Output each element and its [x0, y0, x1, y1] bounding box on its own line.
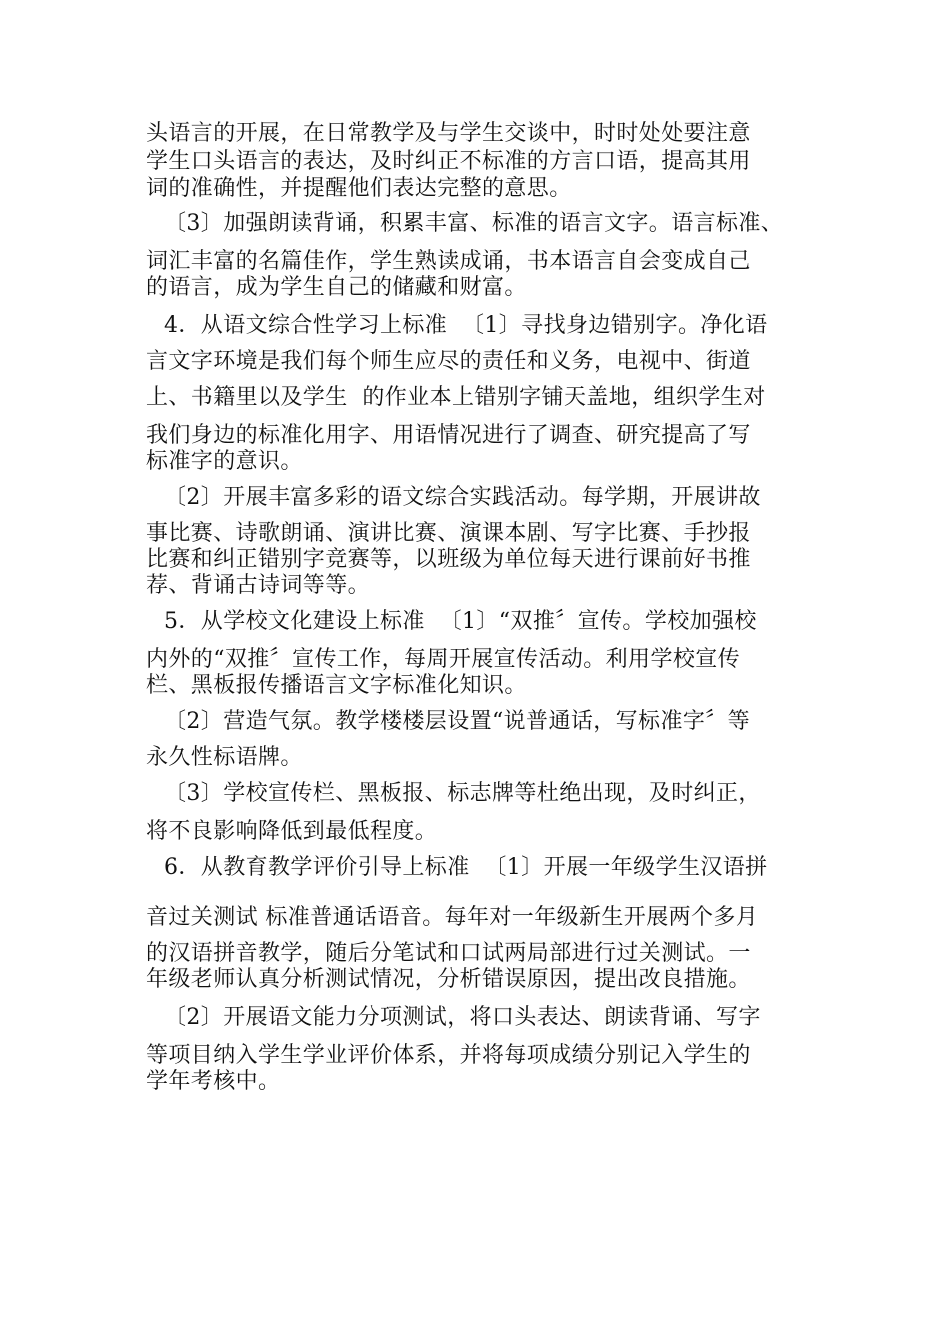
text-line: 荐、背诵古诗词等等。 [146, 573, 371, 598]
text-line: 5．从学校文化建设上标准 〔1〕“双推〞宣传。学校加强校 [164, 609, 757, 634]
text-line: 的汉语拼音教学，随后分笔试和口试两局部进行过关测试。一 [146, 941, 751, 966]
text-line: 〔2〕开展语文能力分项测试，将口头表达、朗读背诵、写字 [164, 1005, 761, 1030]
text-line: 言文字环境是我们每个师生应尽的责任和义务，电视中、街道 [146, 349, 751, 374]
text-line: 学生口头语言的表达，及时纠正不标准的方言口语，提高其用 [146, 149, 751, 174]
text-line: 〔2〕开展丰富多彩的语文综合实践活动。每学期，开展讲故 [164, 485, 761, 510]
text-line: 年级老师认真分析测试情况，分析错误原因，提出改良措施。 [146, 967, 751, 992]
text-line: 〔2〕营造气氛。教学楼楼层设置“说普通话，写标准字〞等 [164, 709, 751, 734]
text-line: 标准字的意识。 [146, 449, 303, 474]
text-line: 内外的“双推〞宣传工作，每周开展宣传活动。利用学校宣传 [146, 647, 741, 672]
text-line: 事比赛、诗歌朗诵、演讲比赛、演课本剧、写字比赛、手抄报 [146, 521, 751, 546]
text-line: 头语言的开展，在日常教学及与学生交谈中，时时处处要注意 [146, 121, 751, 146]
text-line: 词汇丰富的名篇佳作，学生熟读成诵，书本语言自会变成自己 [146, 249, 751, 274]
text-line: 等项目纳入学生学业评价体系，并将每项成绩分别记入学生的 [146, 1043, 751, 1068]
text-line: 词的准确性，并提醒他们表达完整的意思。 [146, 176, 572, 201]
text-line: 永久性标语牌。 [146, 745, 303, 770]
text-line: 将不良影响降低到最低程度。 [146, 819, 438, 844]
text-line: 4．从语文综合性学习上标准 〔1〕寻找身边错别字。净化语 [164, 313, 768, 338]
text-line: 栏、黑板报传播语言文字标准化知识。 [146, 673, 527, 698]
text-line: 6．从教育教学评价引导上标准 〔1〕开展一年级学生汉语拼 [164, 855, 768, 880]
text-line: 〔3〕学校宣传栏、黑板报、标志牌等杜绝出现，及时纠正， [164, 781, 761, 806]
text-line: 〔3〕加强朗读背诵，积累丰富、标准的语言文字。语言标准、 [164, 211, 784, 236]
text-line: 的语言，成为学生自己的储藏和财富。 [146, 275, 527, 300]
text-line: 我们身边的标准化用字、用语情况进行了调查、研究提高了写 [146, 423, 751, 448]
text-line: 学年考核中。 [146, 1069, 281, 1094]
text-line: 上、书籍里以及学生 的作业本上错别字铺天盖地，组织学生对 [146, 385, 766, 410]
text-line: 比赛和纠正错别字竞赛等，以班级为单位每天进行课前好书推 [146, 547, 751, 572]
text-line: 音过关测试 标准普通话语音。每年对一年级新生开展两个多月 [146, 905, 759, 930]
